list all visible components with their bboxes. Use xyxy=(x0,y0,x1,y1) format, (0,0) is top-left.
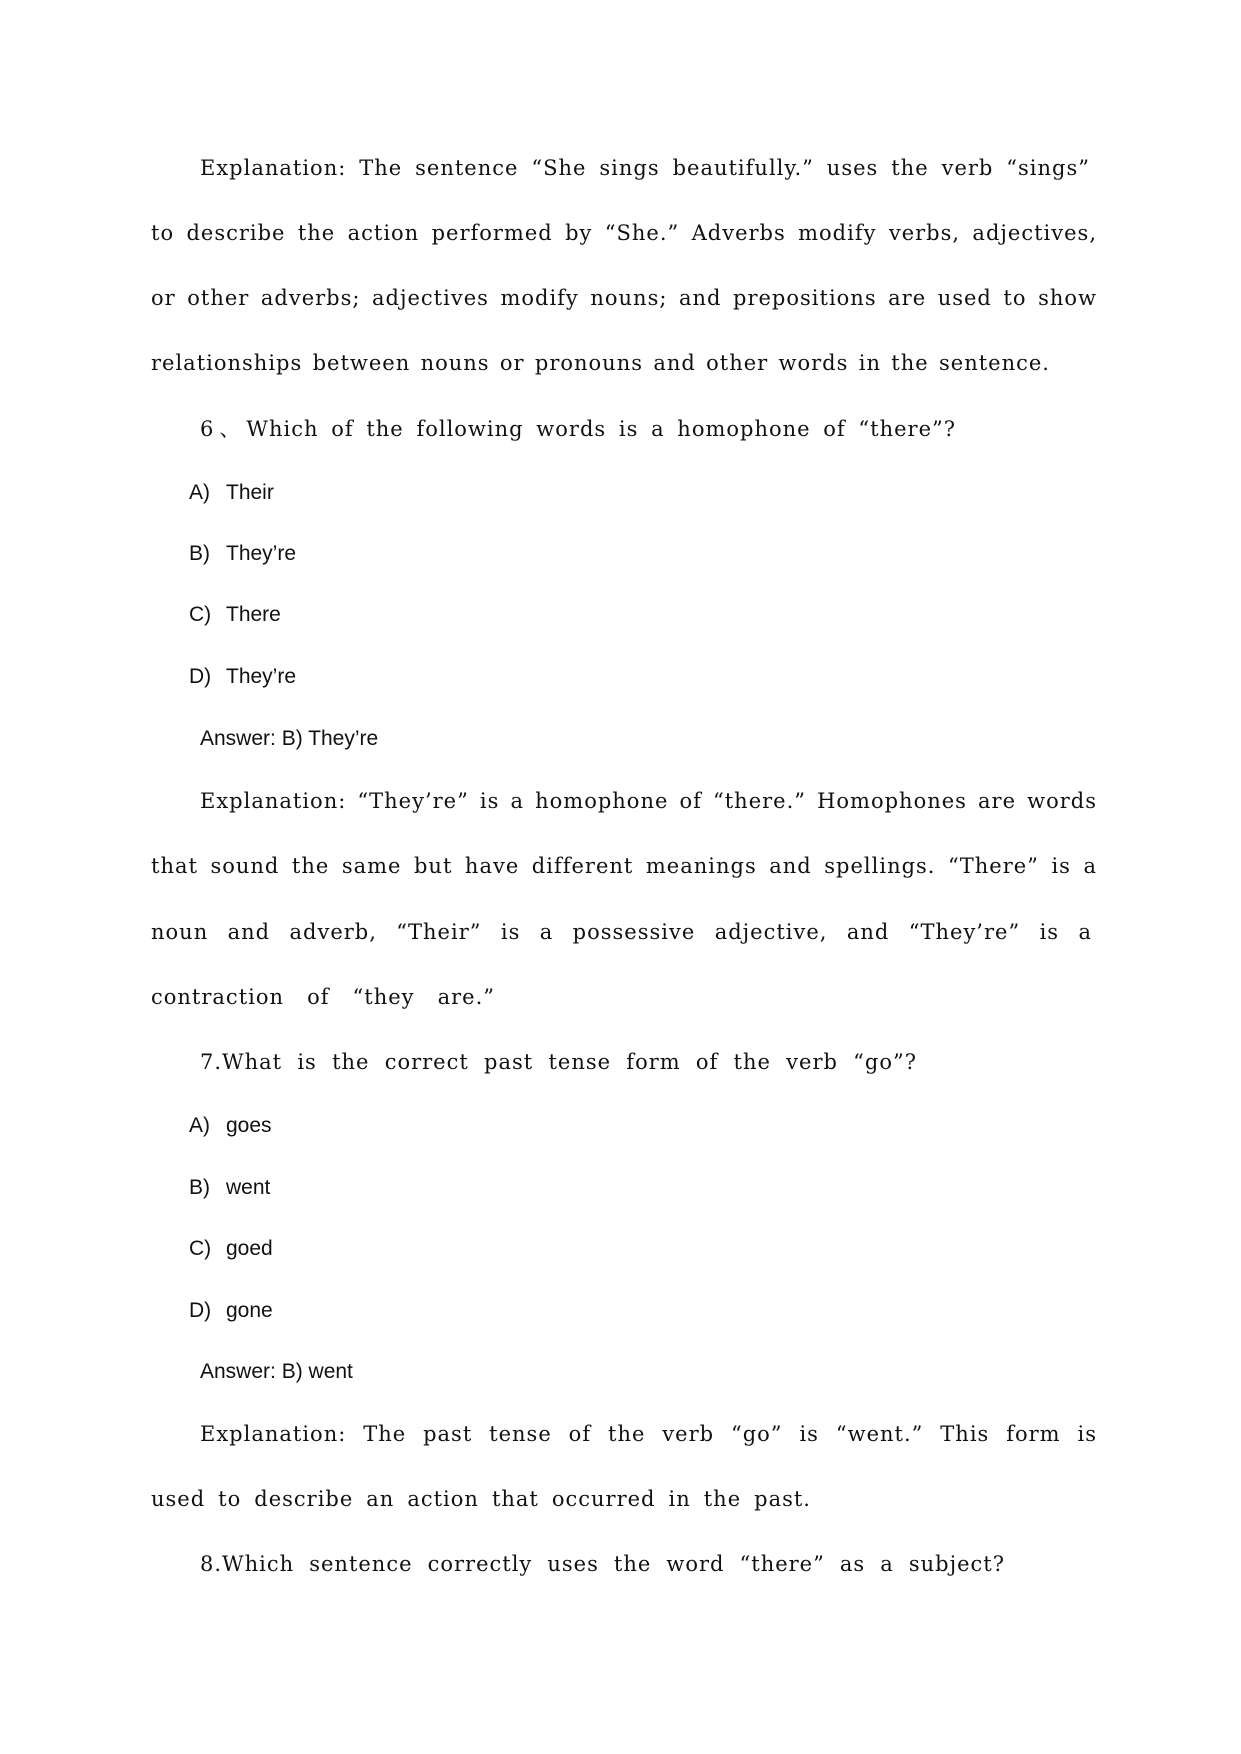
answer-line: Answer: B) They’re xyxy=(200,727,379,750)
question-text: 7.What is the correct past tense form of the verb “go”? xyxy=(200,1050,917,1074)
option-b xyxy=(189,540,489,568)
explanation-line: Explanation: “They’re” is a homophone of “there.” Homophones are words xyxy=(200,789,1097,813)
option-letter: C) xyxy=(189,1237,212,1260)
explanation-line: to describe the action performed by “She.” Adverbs modify verbs, adjectives, xyxy=(151,221,1097,245)
option-text: They’re xyxy=(226,665,297,688)
explanation-line: or other adverbs; adjectives modify nouns; and prepositions are used to show xyxy=(151,286,1097,310)
explanation-line: noun and adverb, “Their” is a possessive adjective, and “They’re” is a xyxy=(151,920,1092,944)
option-text: gone xyxy=(226,1299,273,1322)
option-text: They’re xyxy=(226,542,297,565)
question-text: 8.Which sentence correctly uses the word “there” as a subject? xyxy=(200,1552,1005,1576)
explanation-line: Explanation: The past tense of the verb “go” is “went.” This form is xyxy=(200,1422,1097,1446)
option-a xyxy=(189,1112,489,1140)
option-text: went xyxy=(226,1176,271,1199)
option-letter: D) xyxy=(189,1299,212,1322)
explanation-line: relationships between nouns or pronouns and other words in the sentence. xyxy=(151,351,1050,375)
option-letter: B) xyxy=(189,542,210,565)
option-text: goed xyxy=(226,1237,273,1260)
option-letter: B) xyxy=(189,1176,210,1199)
option-text: Their xyxy=(226,481,274,504)
option-text: goes xyxy=(226,1114,272,1137)
question-text: 6、Which of the following words is a homophone of “there”? xyxy=(200,417,956,441)
option-letter: C) xyxy=(189,603,212,626)
answer-line: Answer: B) went xyxy=(200,1360,353,1383)
explanation-line: that sound the same but have different meanings and spellings. “There” is a xyxy=(151,854,1097,878)
option-letter: A) xyxy=(189,1114,210,1137)
explanation-line: contraction of “they are.” xyxy=(151,985,495,1009)
explanation-line: Explanation: The sentence “She sings beautifully.” uses the verb “sings” xyxy=(200,156,1090,180)
option-d xyxy=(189,663,489,691)
option-letter: D) xyxy=(189,665,212,688)
option-d xyxy=(189,1297,489,1325)
option-a xyxy=(189,479,489,507)
option-text: There xyxy=(226,603,281,626)
explanation-line: used to describe an action that occurred in the past. xyxy=(151,1487,811,1511)
option-letter: A) xyxy=(189,481,210,504)
option-c xyxy=(189,601,489,629)
option-c xyxy=(189,1235,489,1263)
option-b xyxy=(189,1174,489,1202)
